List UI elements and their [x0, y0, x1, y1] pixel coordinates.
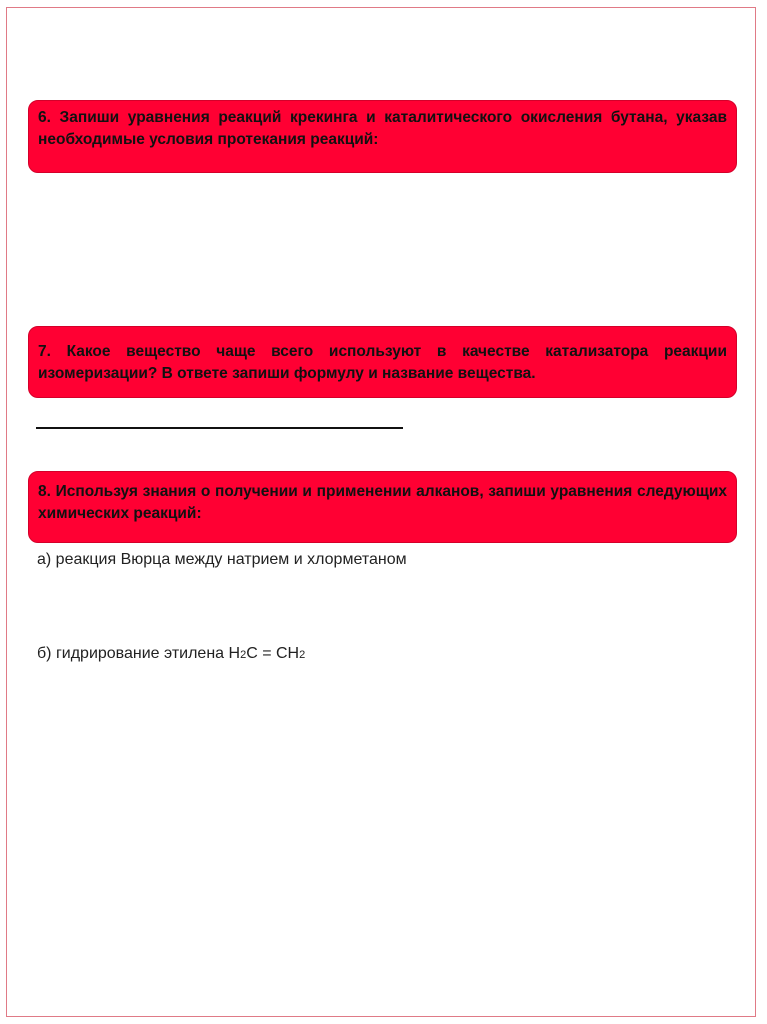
subitem-b-prefix: б) гидрирование этилена H	[37, 645, 241, 662]
subitem-a: а) реакция Вюрца между натрием и хлорметаном	[37, 551, 407, 568]
subitem-b-mid: C = CH	[246, 645, 300, 662]
task-8-text: Используя знания о получении и применении алканов, запиши уравнения следующих химических реакций:	[38, 483, 728, 522]
task-7-number: 7.	[38, 343, 51, 360]
task-7-box	[28, 326, 737, 398]
answer-line	[36, 427, 403, 429]
task-6-number: 6.	[38, 109, 51, 126]
task-6-text: Запиши уравнения реакций крекинга и каталитического окисления бутана, указав необходимые условия протекания реакций:	[38, 109, 727, 148]
subitem-b-subscript-2: 2	[299, 649, 306, 661]
task-8-number: 8.	[38, 483, 51, 500]
task-8-box	[28, 471, 737, 543]
subitem-b-subscript-1: 2	[240, 649, 247, 661]
subitem-b	[37, 645, 305, 663]
task-6-box	[28, 100, 737, 173]
task-7-text: Какое вещество чаще всего используют в качестве катализатора реакции изомеризации? В ответе запиши формулу и название вещества.	[38, 343, 727, 382]
